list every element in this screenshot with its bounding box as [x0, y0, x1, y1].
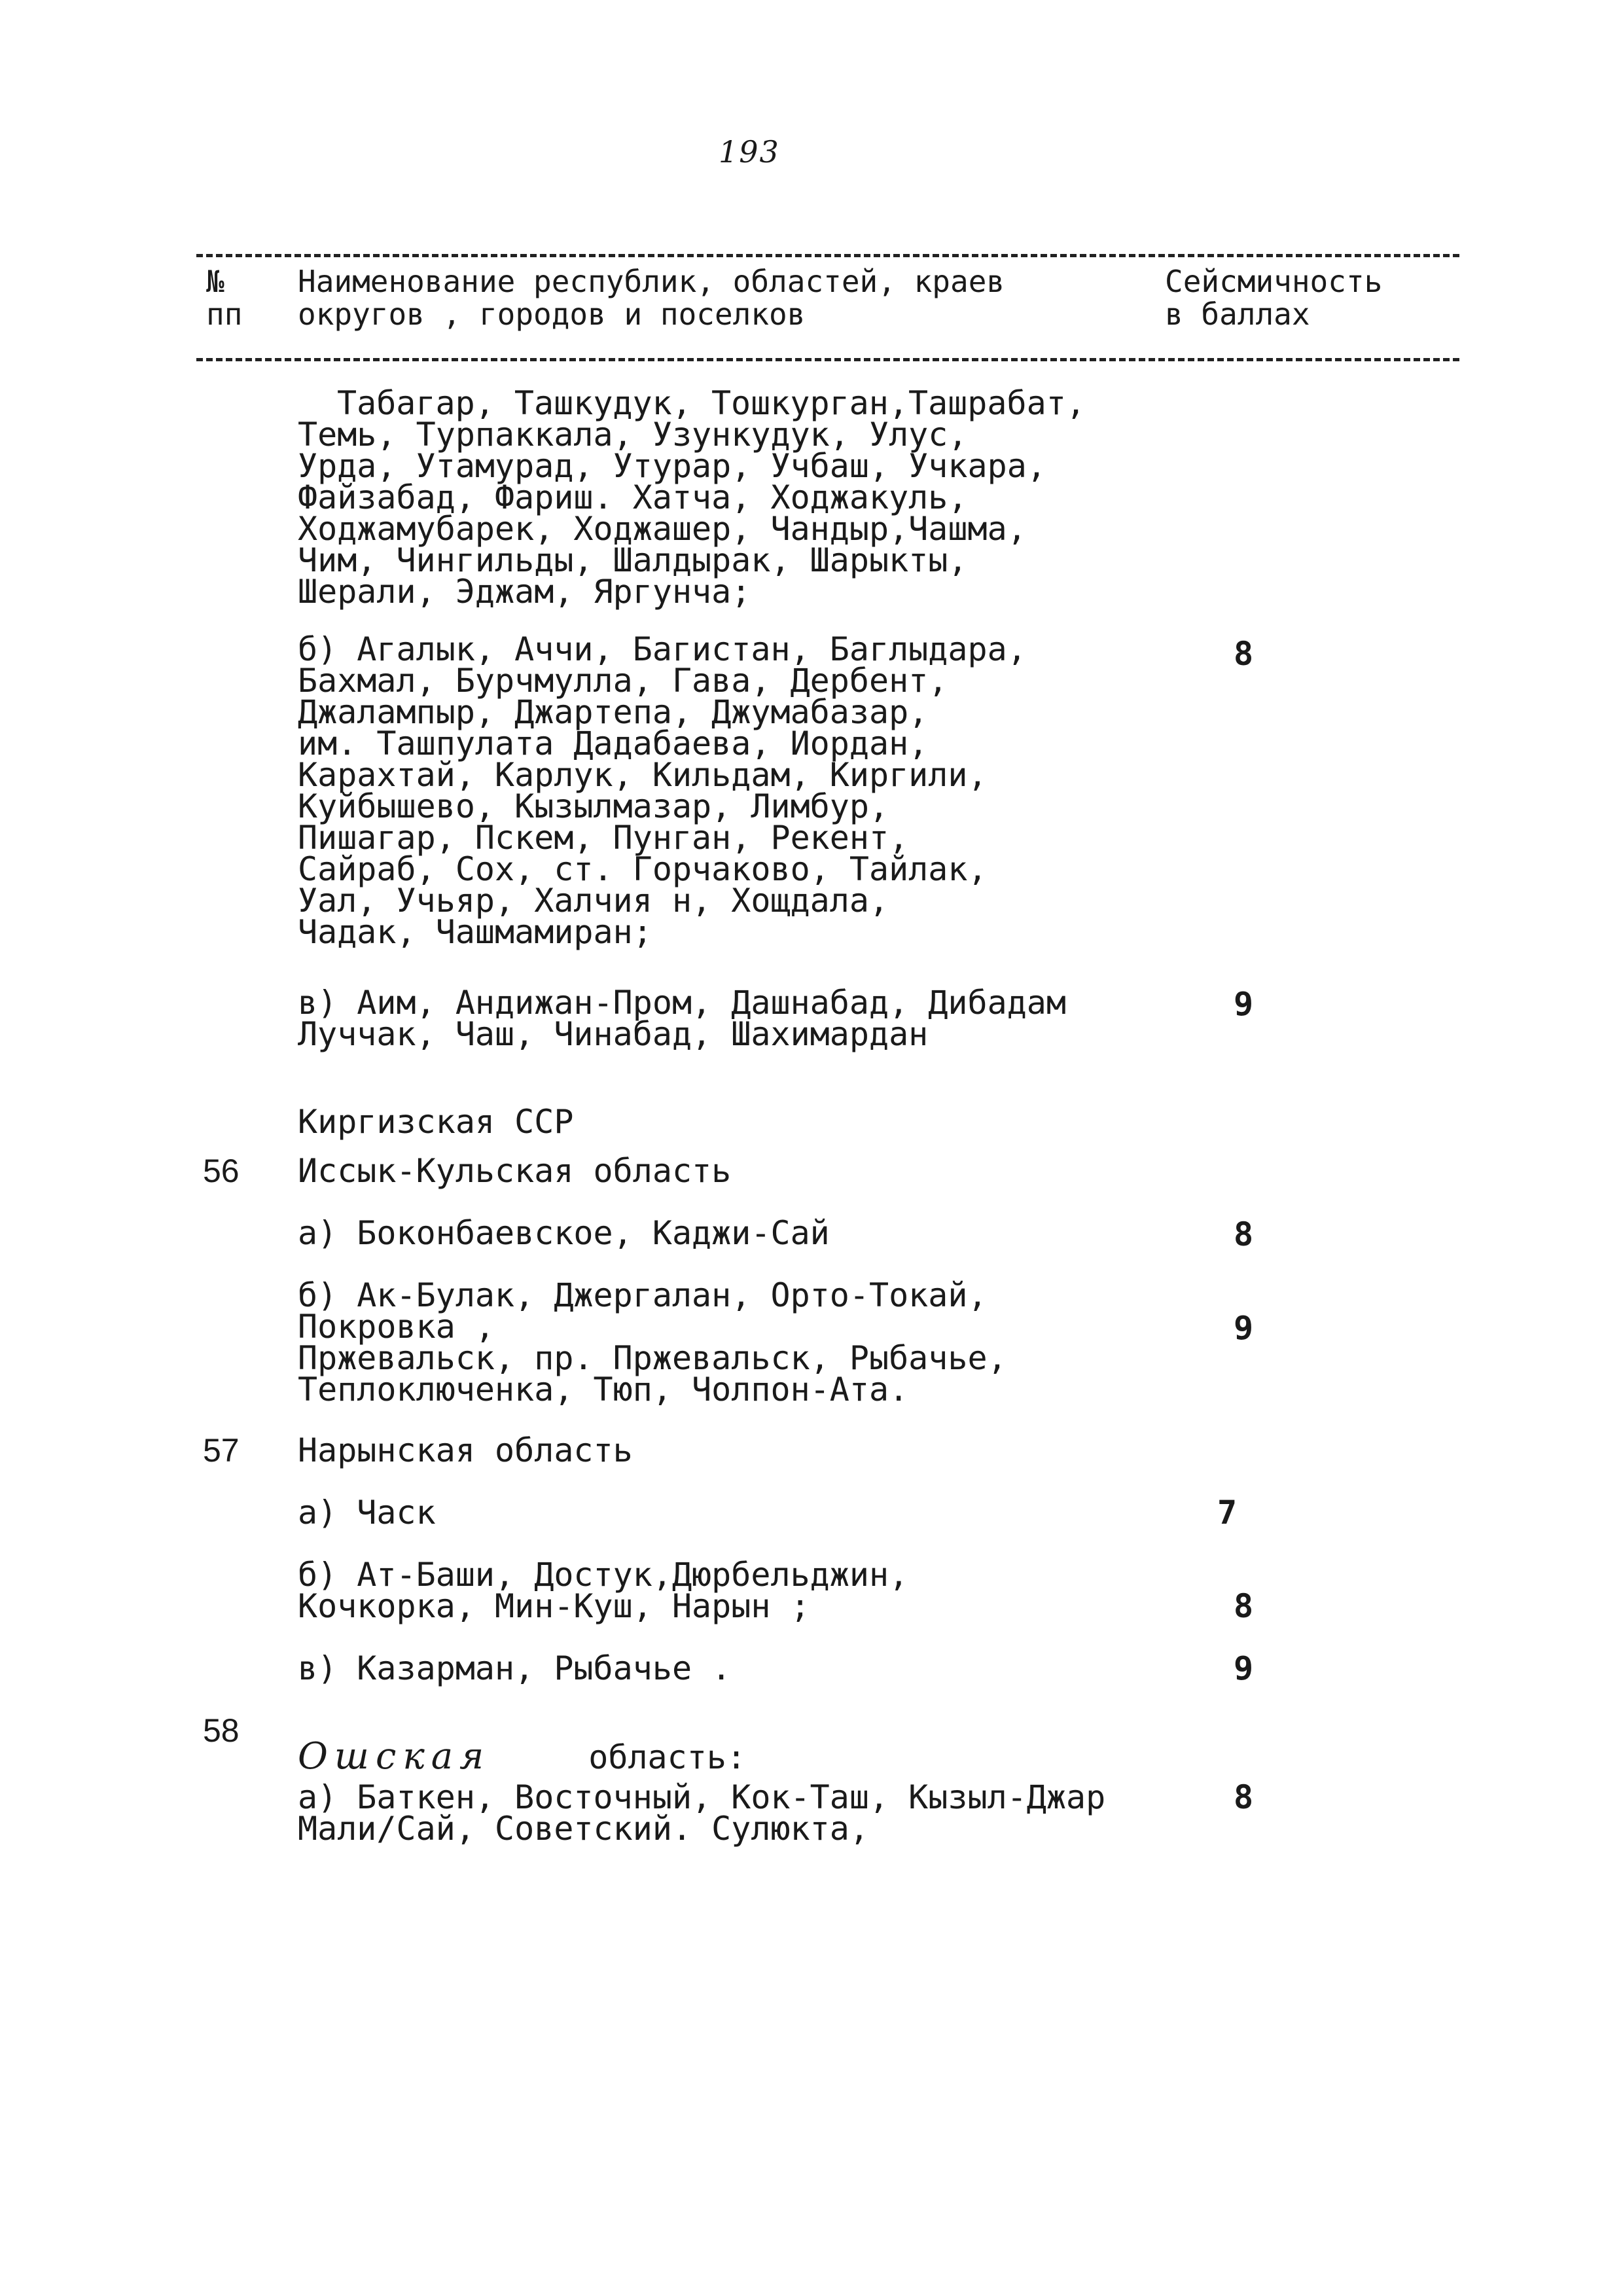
region-57-number: 57: [203, 1432, 240, 1469]
region-57-item-b: б) Ат-Баши, Достук,Дюрбельджин, Кочкорка, Мин-Куш, Нарын ;: [298, 1556, 909, 1625]
table-header-rule: [196, 358, 1459, 361]
region-58-number: 58: [203, 1712, 240, 1749]
region-56-item-b-score: 9: [1234, 1309, 1254, 1347]
entry-b-list: б) Агалык, Аччи, Багистан, Баглыдара, Бахмал, Бурчмулла, Гава, Дербент, Джалампыр, Джартепа, Джумабазар, им. Ташпулата Дадабаева, Иордан, Карахтай, Карлук, Кильдам, Киргили, Куйбышево, Кызылмазар, Лимбур, Пишагар, Пскем, Пунган, Рекент, Сайраб, Сох, ст. Горчаково, Тайлак, Уал, Учьяр, Халчия н, Хощдала, Чадак, Чашмамиран;: [298, 630, 1027, 951]
region-57-name: Нарынская область: [298, 1431, 633, 1469]
region-56-item-a: а) Боконбаевское, Каджи-Сай: [298, 1214, 830, 1252]
region-58-handwritten-name: Ошская: [298, 1735, 491, 1778]
entry-b-score: 8: [1234, 635, 1254, 673]
region-57-item-b-score: 8: [1234, 1587, 1254, 1625]
region-57-item-a-score: 7: [1217, 1494, 1238, 1532]
region-58-name-rest: область:: [588, 1738, 747, 1776]
region-57-item-v-score: 9: [1234, 1649, 1254, 1687]
header-number-column: № пп: [206, 264, 243, 332]
region-56-item-b: б) Ак-Булак, Джергалан, Орто-Токай, Покровка , Пржевальск, пр. Пржевальск, Рыбачье, Теплоключенка, Тюп, Чолпон-Ата.: [298, 1276, 1007, 1408]
entry-continuation-list: Табагар, Ташкудук, Тошкурган,Ташрабат, Темь, Турпаккала, Узункудук, Улус, Урда, Утамурад, Утурар, Учбаш, Учкара, Файзабад, Фариш. Хатча, Ходжакуль, Ходжамубарек, Ходжашер, Чандыр,Чашма, Чим, Чингильды, Шалдырак, Шарыкты, Шерали, Эджам, Яргунча;: [298, 384, 1086, 611]
header-seismicity-column: Сейсмичность в баллах: [1165, 264, 1383, 332]
entry-v-list: в) Аим, Андижан-Пром, Дашнабад, Дибадам Луччак, Чаш, Чинабад, Шахимардан: [298, 984, 1066, 1053]
region-56-name: Иссык-Кульская область: [298, 1152, 732, 1190]
header-name-column: Наименование республик, областей, краев округов , городов и поселков: [298, 264, 1005, 332]
table-top-rule: [196, 254, 1459, 257]
entry-v-score: 9: [1234, 985, 1254, 1023]
page-number: 193: [719, 134, 780, 170]
region-58-item-a: а) Баткен, Восточный, Кок-Таш, Кызыл-Джар Мали/Сай, Советский. Сулюкта,: [298, 1778, 1106, 1848]
region-56-item-a-score: 8: [1234, 1215, 1254, 1253]
region-58-item-a-score: 8: [1234, 1778, 1254, 1816]
region-57-item-a: а) Часк: [298, 1494, 436, 1532]
republic-heading: Киргизская ССР: [298, 1103, 574, 1141]
region-58-name: [298, 1710, 1214, 1778]
region-56-number: 56: [203, 1153, 240, 1189]
region-57-item-v: в) Казарман, Рыбачье .: [298, 1649, 732, 1687]
